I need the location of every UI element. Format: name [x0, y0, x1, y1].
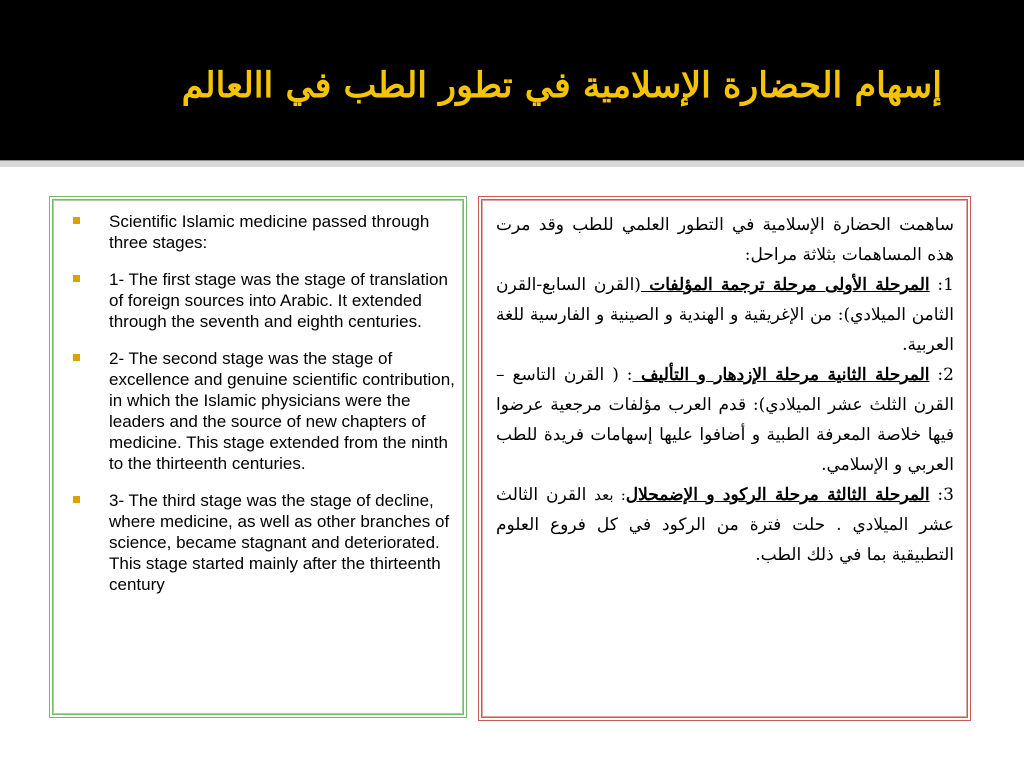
- stage-1-number: 1:: [929, 275, 954, 295]
- stage-3-lead: : بعد: [594, 486, 626, 504]
- square-bullet-icon: [73, 496, 80, 503]
- square-bullet-icon: [73, 217, 80, 224]
- stage-3-number: 3:: [929, 485, 954, 505]
- stage-1-period: (القرن السابع-القرن الثامن الميلادي):: [496, 275, 954, 325]
- bullet-list: [73, 211, 461, 611]
- title-bar: [0, 0, 1024, 160]
- bullet-text: 1- The first stage was the stage of translation of foreign sources into Arabic. It extended through the seventh and eighth centuries.: [109, 270, 448, 331]
- stage-3-body: القرن الثالث عشر الميلادي . حلت فترة من الركود في كل فروع العلوم التطبيقية بما في ذلك الطب.: [496, 485, 954, 565]
- bullet-item: [73, 211, 461, 253]
- slide-title: إسهام الحضارة الإسلامية في تطور الطب في االعالم: [181, 65, 942, 106]
- square-bullet-icon: [73, 275, 80, 282]
- arabic-stage-2: [496, 360, 954, 480]
- stage-2-body: قدم العرب مؤلفات مرجعية عرضوا فيها خلاصة المعرفة الطبية و أضافوا عليها إسهامات فريدة للطب العربي و الإسلامي.: [496, 395, 954, 475]
- stage-1-heading: المرحلة الأولى مرحلة ترجمة المؤلفات: [640, 275, 930, 295]
- bullet-item: [73, 348, 461, 474]
- stage-2-period: : ( القرن التاسع – القرن الثلث عشر الميلادي):: [496, 365, 954, 415]
- arabic-stage-3: [496, 480, 954, 570]
- bullet-text: Scientific Islamic medicine passed through three stages:: [109, 212, 430, 252]
- bullet-item: [73, 269, 461, 332]
- bullet-item: [73, 490, 461, 595]
- arabic-intro: ساهمت الحضارة الإسلامية في التطور العلمي للطب وقد مرت هذه المساهمات بثلاثة مراحل:: [496, 215, 954, 265]
- square-bullet-icon: [73, 354, 80, 361]
- stage-3-heading: المرحلة الثالثة مرحلة الركود و الإضمحلال: [625, 485, 930, 505]
- bullet-text: 3- The third stage was the stage of decline, where medicine, as well as other branches of science, became stagnant and deteriorated. This stage started mainly after the thirteenth century: [109, 491, 450, 594]
- header-divider: [0, 160, 1024, 167]
- arabic-text-panel: [478, 196, 971, 721]
- stage-2-heading: المرحلة الثانية مرحلة الإزدهار و التأليف: [632, 365, 930, 385]
- stage-1-body: من الإغريقية و الهندية و الصينية و الفارسية للغة العربية.: [496, 305, 954, 355]
- stage-2-number: 2:: [929, 365, 954, 385]
- bullet-text: 2- The second stage was the stage of excellence and genuine scientific contribution, in which the Islamic physicians were the leaders and the source of new chapters of medicine. This stage extended from the ninth to the thirteenth centuries.: [109, 349, 455, 473]
- english-text-panel: [49, 196, 467, 718]
- arabic-stage-1: [496, 270, 954, 360]
- arabic-text: [496, 210, 954, 570]
